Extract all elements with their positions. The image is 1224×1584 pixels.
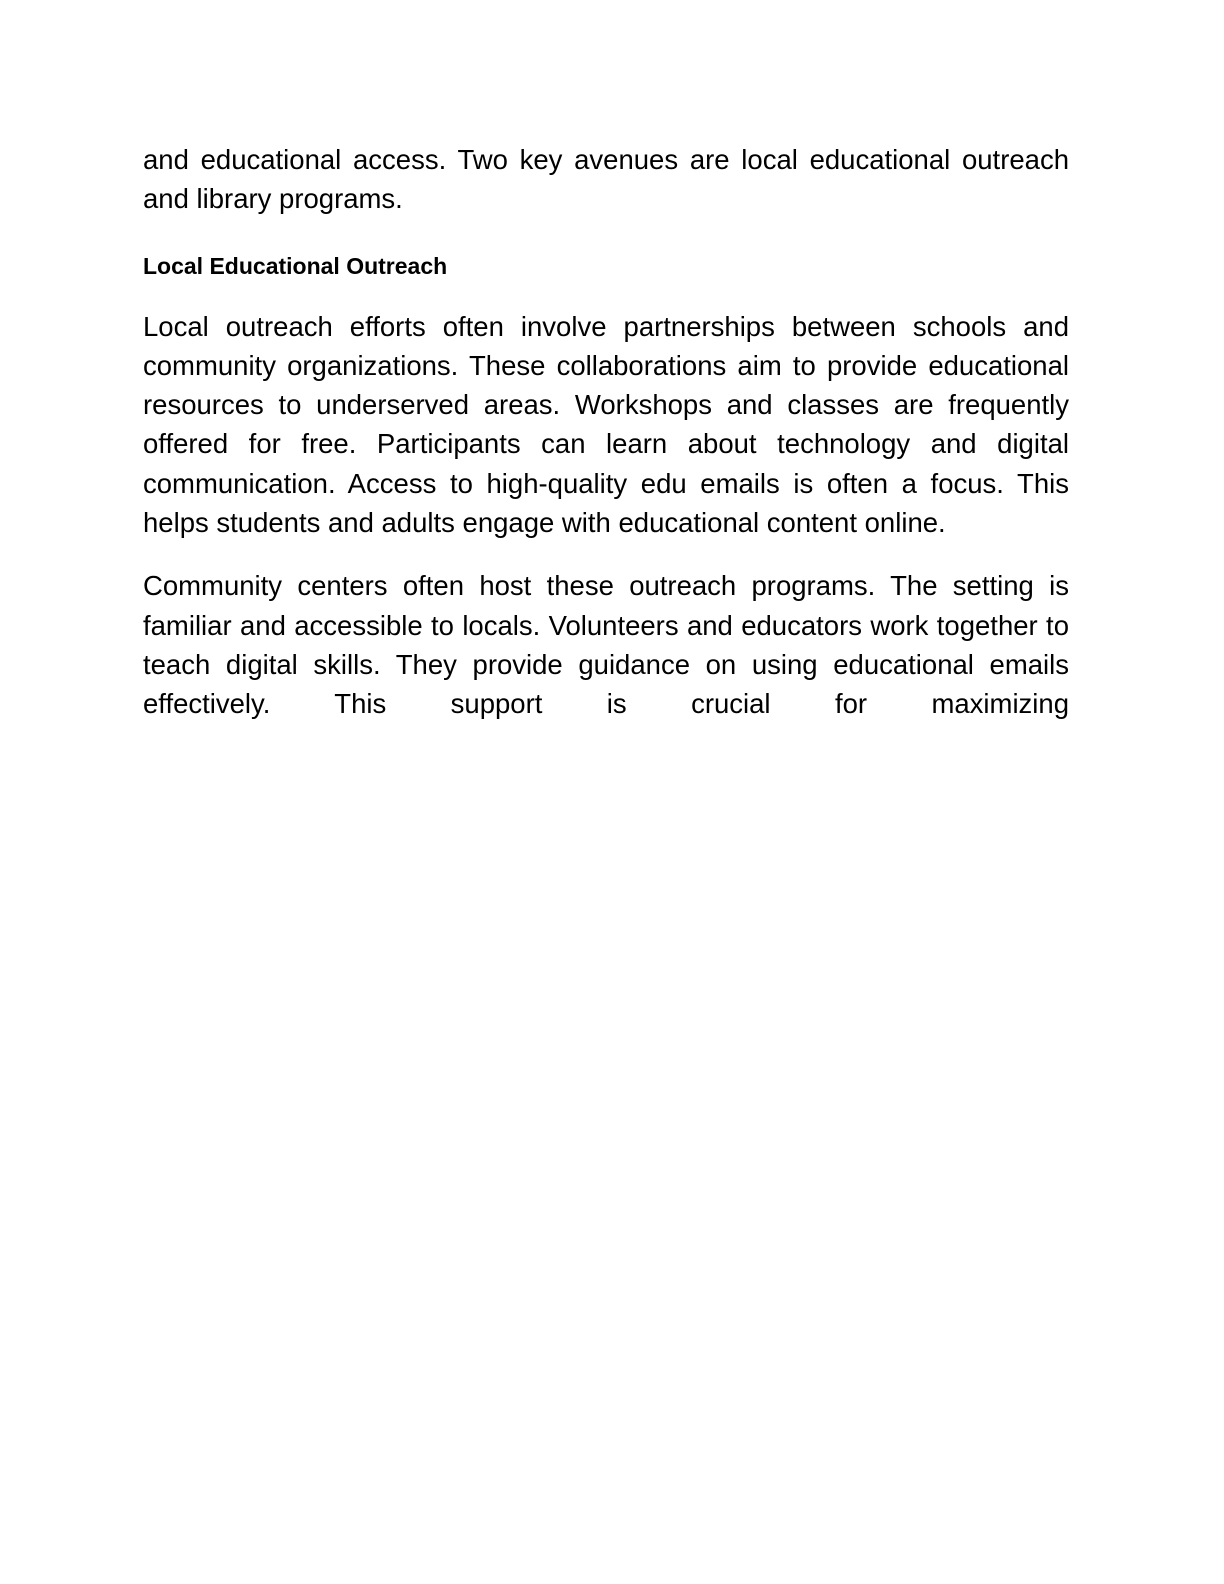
section-paragraph: Local outreach efforts often involve partnerships between schools and community organizations. These collaborations aim to provide educational resources to underserved areas. Workshops and classes are frequently offered for free. Participants can learn about technology and digital communication. Access to high-quality edu emails is often a focus. This helps students and adults engage with educational content online. (143, 310, 1069, 539)
section-heading: Local Educational Outreach (143, 252, 448, 279)
section-paragraph: Community centers often host these outreach programs. The setting is familiar and accessible to locals. Volunteers and educators work together to teach digital skills. They provide guidance on using educational emails effectively. This support is crucial for maximizing (143, 570, 1069, 720)
page-content (143, 140, 1069, 724)
intro-paragraph: and educational access. Two key avenues are local educational outreach and library programs. (143, 144, 1069, 215)
